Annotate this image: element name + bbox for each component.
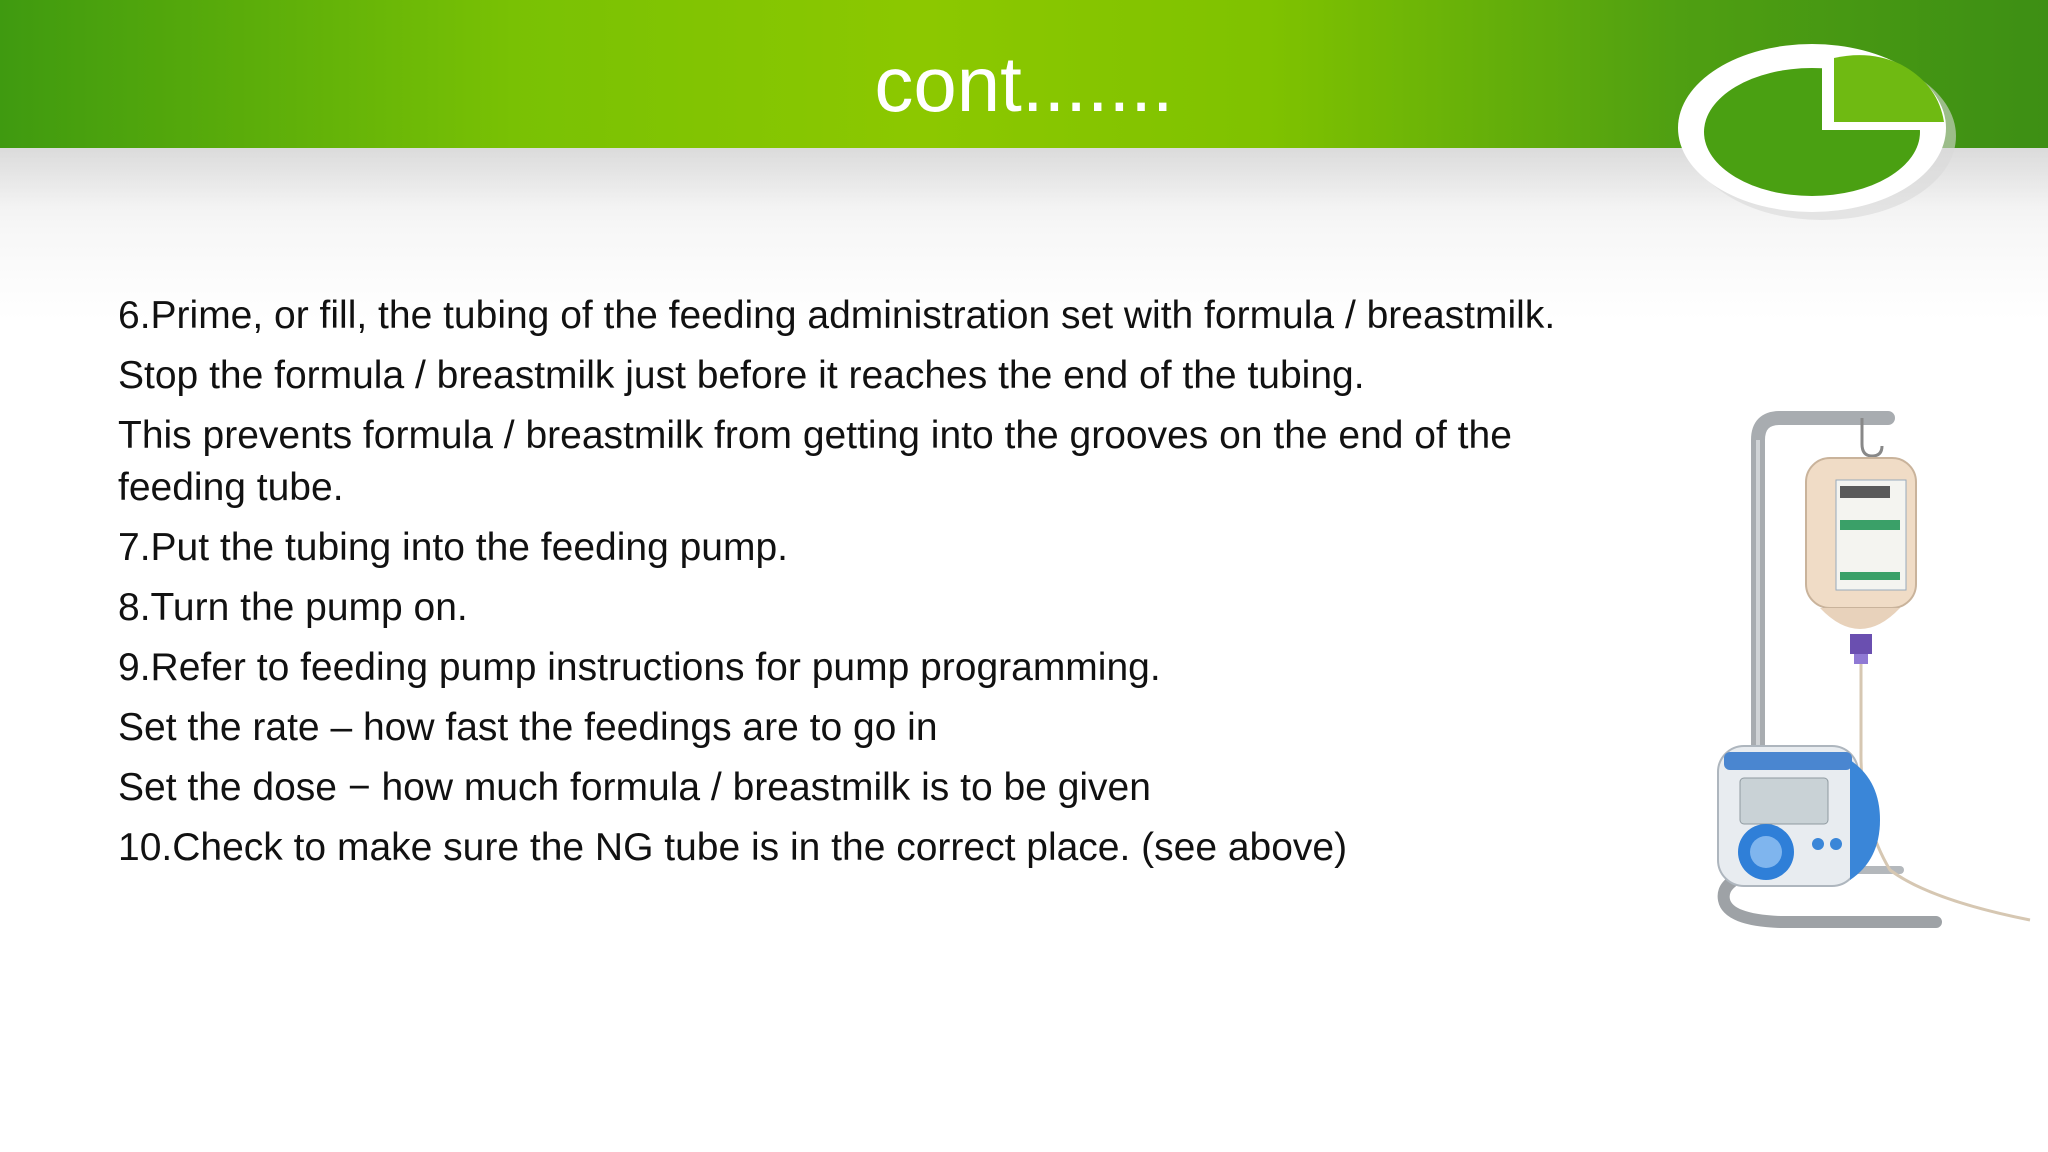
slide-title: cont....... (874, 40, 1174, 128)
paragraph: 8.Turn the pump on. (118, 586, 468, 629)
paragraph: Set the dose − how much formula / breastmilk is to be given (118, 766, 1151, 809)
paragraph: Stop the formula / breastmilk just before it reaches the end of the tubing. (118, 354, 1365, 397)
paragraph: This prevents formula / breastmilk from getting into the grooves on the end of the feeding tube. (118, 414, 1512, 509)
green-pie-logo-icon (1672, 28, 1962, 228)
paragraph: 7.Put the tubing into the feeding pump. (118, 526, 788, 569)
paragraph: Set the rate – how fast the feedings are to go in (118, 706, 938, 749)
paragraph: 6.Prime, or fill, the tubing of the feeding administration set with formula / breastmilk. (118, 294, 1556, 337)
body-text (118, 290, 1638, 882)
paragraph: 10.Check to make sure the NG tube is in the correct place. (see above) (118, 826, 1348, 869)
paragraph: 9.Refer to feeding pump instructions for pump programming. (118, 646, 1161, 689)
feeding-pump-photo (1700, 400, 2040, 960)
